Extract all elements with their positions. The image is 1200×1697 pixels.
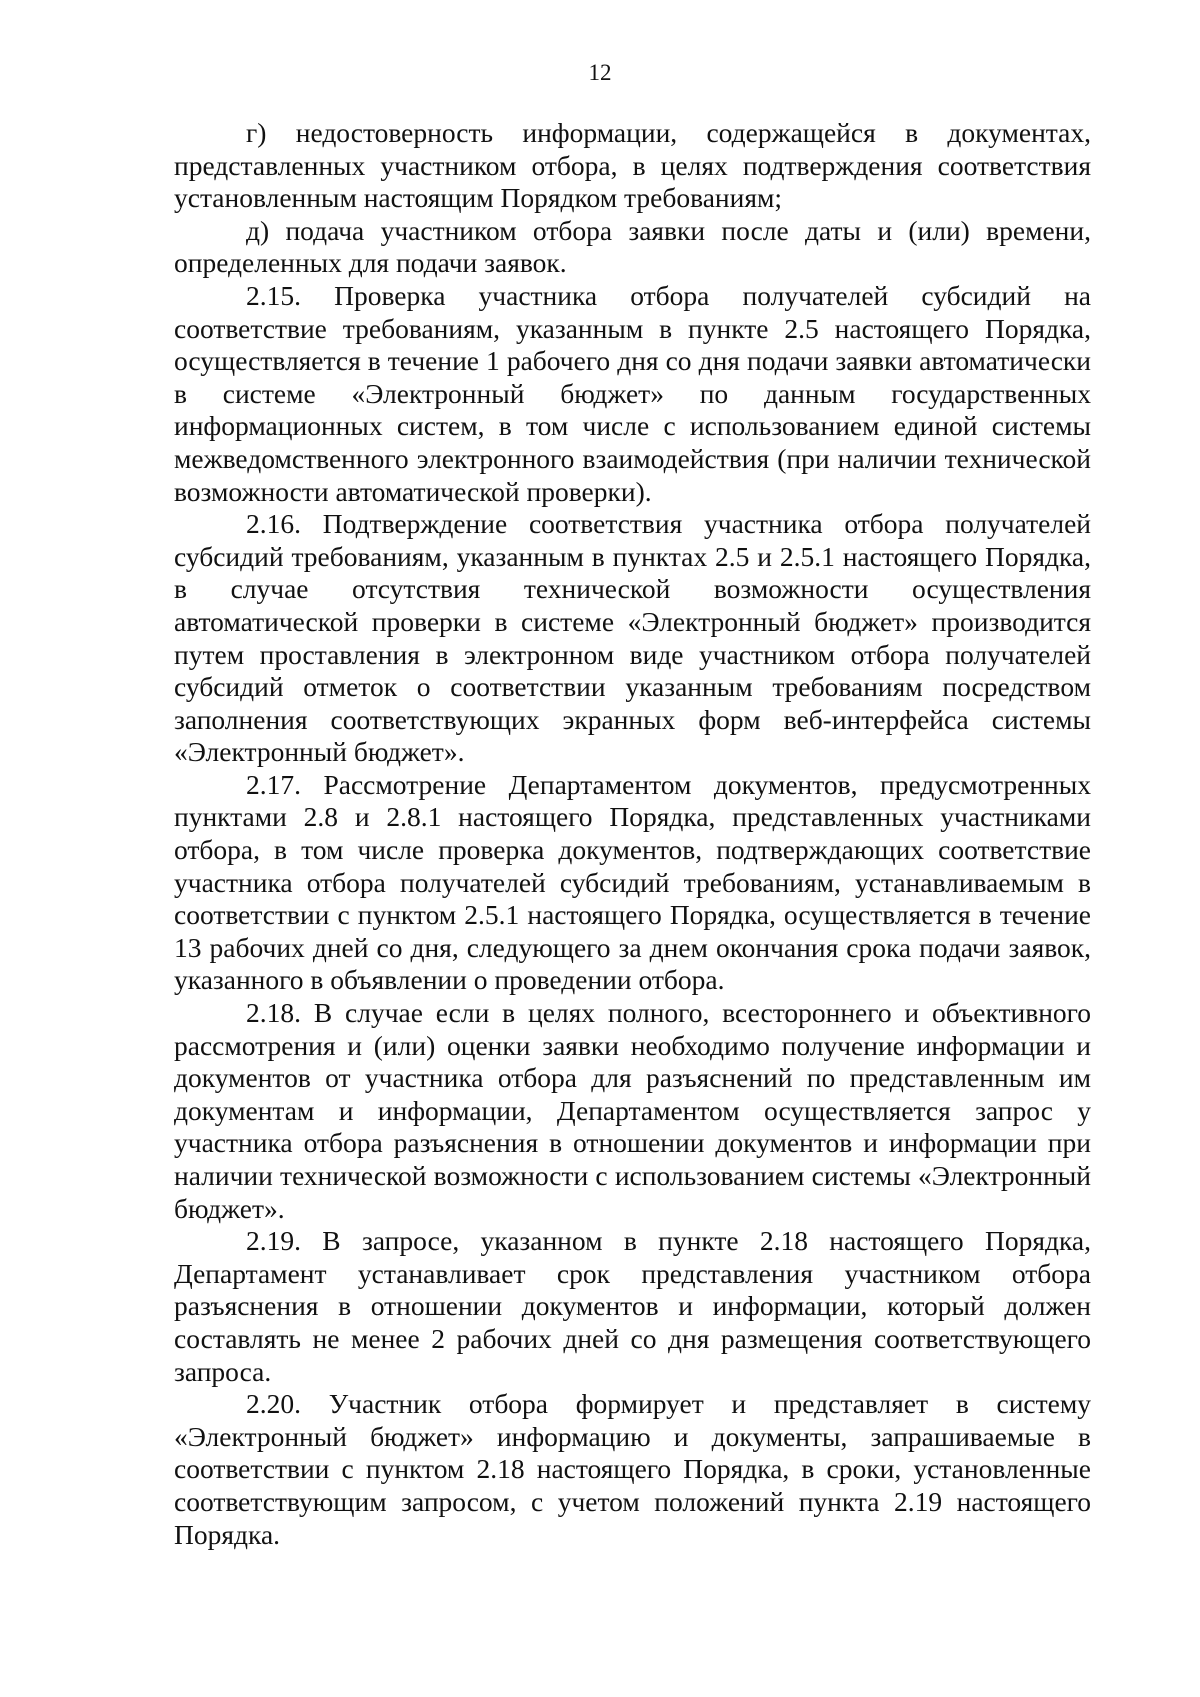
paragraph-g: г) недостоверность информации, содержащейся в документах, представленных участником отбора, в целях подтверждения соответствия установленным настоящим Порядком требованиям;	[174, 117, 1091, 214]
paragraph-2-16: 2.16. Подтверждение соответствия участника отбора получателей субсидий требованиям, указанным в пунктах 2.5 и 2.5.1 настоящего Порядка, в случае отсутствия технической возможности осуществления автоматической проверки в системе «Электронный бюджет» производится путем проставления в электронном виде участником отбора получателей субсидий отметок о соответствии указанным требованиям посредством заполнения соответствующих экранных форм веб-интерфейса системы «Электронный бюджет».	[174, 508, 1091, 768]
page-number: 12	[588, 60, 612, 85]
paragraph-2-17: 2.17. Рассмотрение Департаментом документов, предусмотренных пунктами 2.8 и 2.8.1 настоящего Порядка, представленных участниками отбора, в том числе проверка документов, подтверждающих соответствие участника отбора получателей субсидий требованиям, устанавливаемым в соответствии с пунктом 2.5.1 настоящего Порядка, осуществляется в течение 13 рабочих дней со дня, следующего за днем окончания срока подачи заявок, указанного в объявлении о проведении отбора.	[174, 768, 1091, 996]
paragraph-d: д) подача участником отбора заявки после даты и (или) времени, определенных для подачи заявок.	[174, 214, 1091, 279]
paragraph-2-20: 2.20. Участник отбора формирует и представляет в систему «Электронный бюджет» информацию и документы, запрашиваемые в соответствии с пунктом 2.18 настоящего Порядка, в сроки, установленные соответствующим запросом, с учетом положений пункта 2.19 настоящего Порядка.	[174, 1388, 1091, 1550]
document-body	[174, 117, 1091, 1551]
paragraph-2-19: 2.19. В запросе, указанном в пункте 2.18 настоящего Порядка, Департамент устанавливает срок представления участником отбора разъяснения в отношении документов и информации, который должен составлять не менее 2 рабочих дней со дня размещения соответствующего запроса.	[174, 1225, 1091, 1387]
paragraph-2-18: 2.18. В случае если в целях полного, всестороннего и объективного рассмотрения и (или) оценки заявки необходимо получение информации и документов от участника отбора для разъяснений по представленным им документам и информации, Департаментом осуществляется запрос у участника отбора разъяснения в отношении документов и информации при наличии технической возможности с использованием системы «Электронный бюджет».	[174, 997, 1091, 1224]
paragraph-2-15: 2.15. Проверка участника отбора получателей субсидий на соответствие требованиям, указанным в пункте 2.5 настоящего Порядка, осуществляется в течение 1 рабочего дня со дня подачи заявки автоматически в системе «Электронный бюджет» по данным государственных информационных систем, в том числе с использованием единой системы межведомственного электронного взаимодействия (при наличии технической возможности автоматической проверки).	[174, 279, 1091, 507]
